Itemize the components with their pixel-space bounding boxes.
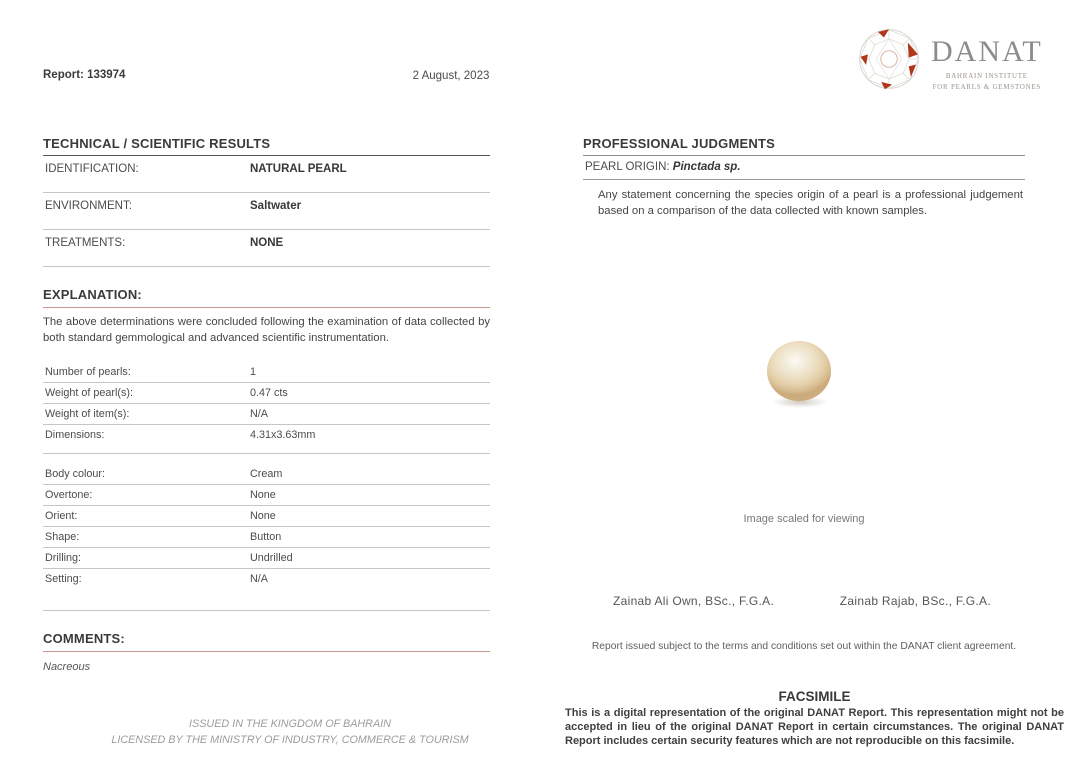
signatory-left: Zainab Ali Own, BSc., F.G.A. <box>613 594 775 608</box>
table-row <box>43 383 490 404</box>
table-row <box>43 485 490 506</box>
table-row <box>43 527 490 548</box>
pearl-origin-label: PEARL ORIGIN: <box>585 161 670 173</box>
drilling-label: Drilling: <box>45 551 81 564</box>
shape-label: Shape: <box>45 530 80 543</box>
orient-label: Orient: <box>45 509 78 522</box>
issuer-footer <box>80 716 500 748</box>
shape-value: Button <box>250 530 282 543</box>
origin-disclaimer-text: Any statement concerning the species origin of a pearl is a professional judgement based on a comparison of the data collected with known samples. <box>598 189 1023 217</box>
setting-value: N/A <box>250 572 268 585</box>
table-row <box>43 230 490 267</box>
comments-text: Nacreous <box>43 660 91 673</box>
technical-section-title: TECHNICAL / SCIENTIFIC RESULTS <box>43 136 490 156</box>
dimensions-value: 4.31x3.63mm <box>250 428 316 441</box>
issuer-line1: ISSUED IN THE KINGDOM OF BAHRAIN <box>189 718 391 730</box>
pearl-origin-value: Pinctada sp. <box>672 161 741 173</box>
table-row <box>43 569 490 611</box>
pearl-details-table-2 <box>43 464 490 611</box>
orient-value: None <box>250 509 276 522</box>
body-colour-value: Cream <box>250 467 283 480</box>
body-colour-label: Body colour: <box>45 467 106 480</box>
table-row <box>43 464 490 485</box>
pearl-photo <box>765 340 835 414</box>
table-row <box>43 404 490 425</box>
report-number: Report: 133974 <box>43 69 126 81</box>
treatments-label: TREATMENTS: <box>45 237 126 249</box>
identification-label: IDENTIFICATION: <box>45 163 139 175</box>
signatures-row <box>583 594 1025 608</box>
table-row <box>43 193 490 230</box>
logo-name: DANAT <box>931 35 1043 68</box>
pearl-origin-row <box>583 156 1025 180</box>
explanation-text: The above determinations were concluded following the examination of data collected by both standard gemmological and advanced scientific instrumentation. <box>43 316 490 344</box>
drilling-value: Undrilled <box>250 551 293 564</box>
number-of-pearls-label: Number of pearls: <box>45 365 131 378</box>
treatments-value: NONE <box>250 237 284 249</box>
table-row <box>43 156 490 193</box>
identification-value: NATURAL PEARL <box>250 163 347 175</box>
issuer-line2: LICENSED BY THE MINISTRY OF INDUSTRY, COMMERCE & TOURISM <box>111 734 469 747</box>
number-of-pearls-value: 1 <box>250 365 257 378</box>
danat-logo <box>856 26 1043 93</box>
overtone-value: None <box>250 488 276 501</box>
logo-subtitle <box>931 72 1043 93</box>
facsimile-block <box>565 689 1064 748</box>
weight-of-pearls-label: Weight of pearl(s): <box>45 386 134 399</box>
table-row <box>43 362 490 383</box>
logo-wordmark <box>931 26 1043 93</box>
environment-value: Saltwater <box>250 200 302 212</box>
gem-facet-icon <box>856 26 922 92</box>
table-row <box>43 425 490 454</box>
table-row <box>43 548 490 569</box>
pearl-image <box>767 341 831 401</box>
explanation-section-title: EXPLANATION: <box>43 287 490 308</box>
facsimile-text: This is a digital representation of the original DANAT Report. This representation might not be accepted in lieu of the original DANAT Report in certain circumstances. The original DANAT Report includes certain security features which are not reproducible on this facsimile. <box>565 707 1064 748</box>
terms-notice: Report issued subject to the terms and conditions set out within the DANAT client agreement. <box>591 641 1017 652</box>
overtone-label: Overtone: <box>45 488 93 501</box>
report-date: 2 August, 2023 <box>412 70 490 82</box>
pearl-details-table-1 <box>43 362 490 454</box>
weight-of-items-value: N/A <box>250 407 268 420</box>
technical-column <box>43 136 490 673</box>
logo-subtitle-line2: FOR PEARLS & GEMSTONES <box>932 83 1042 91</box>
image-caption: Image scaled for viewing <box>743 513 865 525</box>
dimensions-label: Dimensions: <box>45 428 105 441</box>
signatory-right: Zainab Rajab, BSc., F.G.A. <box>839 594 991 608</box>
facsimile-title: FACSIMILE <box>778 689 851 704</box>
environment-label: ENVIRONMENT: <box>45 200 132 212</box>
comments-section-title: COMMENTS: <box>43 631 490 652</box>
weight-of-items-label: Weight of item(s): <box>45 407 130 420</box>
table-row <box>43 506 490 527</box>
judgments-section-title: PROFESSIONAL JUDGMENTS <box>583 136 1025 156</box>
setting-label: Setting: <box>45 572 82 585</box>
weight-of-pearls-value: 0.47 cts <box>250 386 288 399</box>
judgments-column <box>583 136 1025 220</box>
logo-subtitle-line1: BAHRAIN INSTITUTE <box>945 73 1028 80</box>
